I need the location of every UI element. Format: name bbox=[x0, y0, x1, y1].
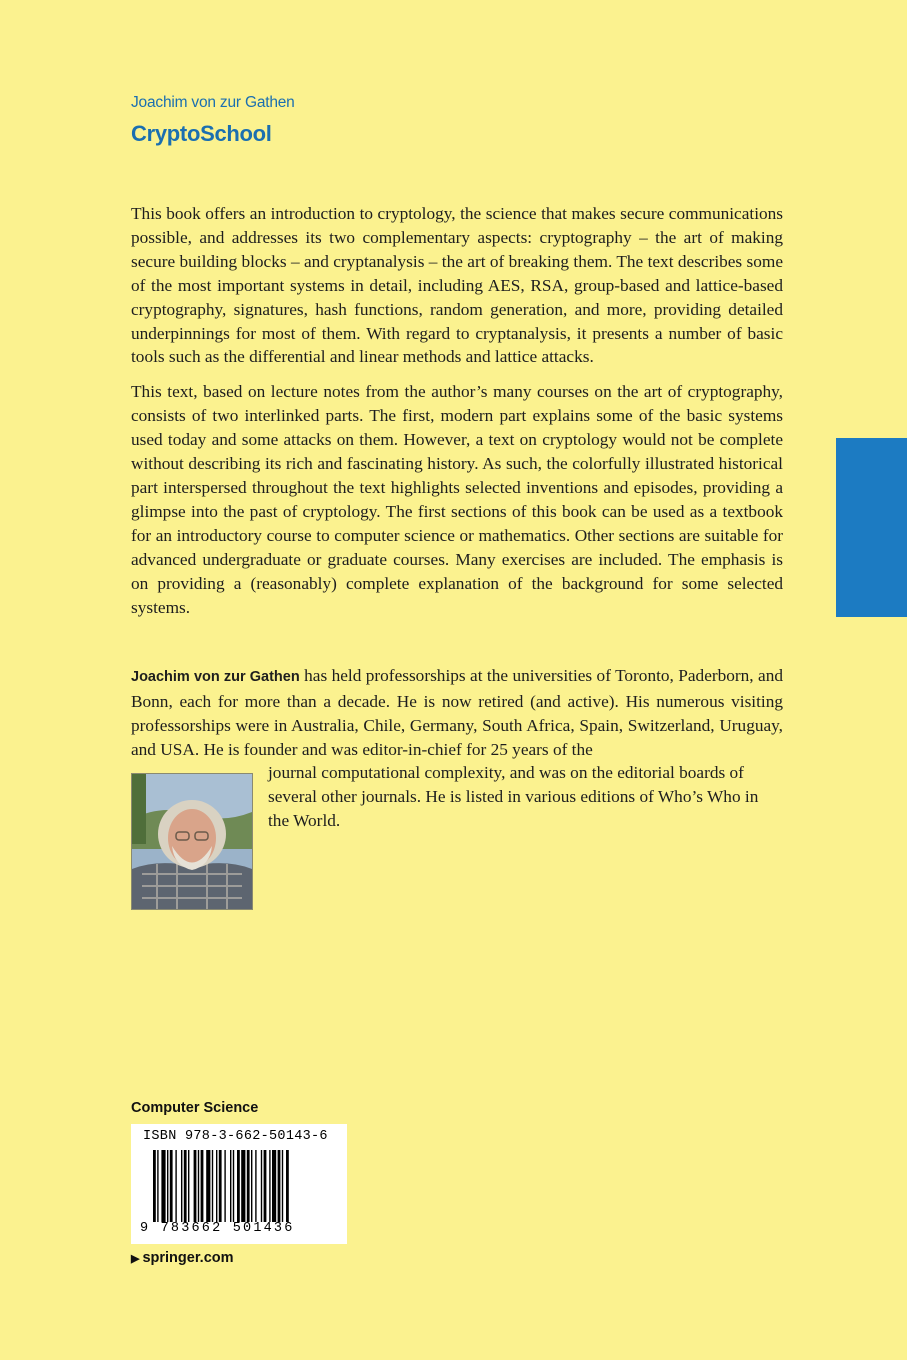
barcode-bar bbox=[278, 1150, 281, 1222]
publisher-website[interactable] bbox=[131, 1250, 234, 1266]
barcode-bar bbox=[198, 1150, 199, 1222]
description-paragraph-1: This book offers an introduction to cryptology, the science that makes secure communications possible, and addresses its two complementary aspects: cryptography – the art of making secure building blocks – and cryptanalysis – the art of breaking them. The text describes some of the most important systems in detail, including AES, RSA, group-based and lattice-based cryptography, signatures, hash functions, random generation, and more, providing detailed underpinnings for most of them. With regard to cryptanalysis, it presents a number of basic tools such as the differential and linear methods and lattice attacks. bbox=[131, 204, 783, 367]
bio-text-part2: journal computational complexity, and was on the editorial boards of several other journals. He is listed in various editions of Who’s Who in the World. bbox=[268, 763, 759, 830]
isbn-label: ISBN 978-3-662-50143-6 bbox=[143, 1129, 328, 1144]
barcode-bar bbox=[233, 1150, 234, 1222]
bio-text-part1: has held professorships at the universities of Toronto, Paderborn, and Bonn, each for more than a decade. He is now retired (and active). His numerous visiting professorships were in Australia, Chile, Germany, South Africa, Spain, Switzerland, Uruguay, and USA. He is founder and was editor-in-chief for 25 years of the bbox=[131, 666, 783, 759]
barcode-bar bbox=[188, 1150, 189, 1222]
barcode-bar bbox=[224, 1150, 225, 1222]
barcode-bar bbox=[157, 1150, 158, 1222]
author-bio bbox=[131, 664, 783, 762]
barcode-digits: 9 783662 501436 bbox=[140, 1221, 295, 1236]
barcode-bar bbox=[272, 1150, 276, 1222]
bio-author-name: Joachim von zur Gathen bbox=[131, 669, 300, 685]
triangle-right-icon: ▶ bbox=[131, 1253, 140, 1265]
barcode-bar bbox=[237, 1150, 240, 1222]
barcode-bar bbox=[194, 1150, 197, 1222]
barcode-bar bbox=[230, 1150, 231, 1222]
barcode-bar bbox=[282, 1150, 283, 1222]
barcode-bars bbox=[153, 1150, 329, 1222]
barcode-bar bbox=[286, 1150, 289, 1222]
book-title: CryptoSchool bbox=[131, 121, 272, 146]
website-label: springer.com bbox=[142, 1250, 234, 1266]
book-description bbox=[131, 202, 783, 630]
barcode-bar bbox=[170, 1150, 173, 1222]
barcode-bar bbox=[255, 1150, 256, 1222]
barcode-bar bbox=[212, 1150, 213, 1222]
barcode-bar bbox=[161, 1150, 165, 1222]
barcode-bar bbox=[261, 1150, 262, 1222]
barcode-bar bbox=[206, 1150, 210, 1222]
barcode-bar bbox=[219, 1150, 222, 1222]
author-portrait-icon bbox=[132, 774, 252, 909]
barcode-bar bbox=[264, 1150, 267, 1222]
barcode-bar bbox=[216, 1150, 217, 1222]
barcode-bar bbox=[269, 1150, 270, 1222]
isbn-barcode bbox=[131, 1124, 347, 1244]
spine-color-tab bbox=[836, 438, 907, 617]
barcode-bar bbox=[247, 1150, 250, 1222]
author-photo bbox=[131, 773, 253, 910]
subject-category: Computer Science bbox=[131, 1100, 259, 1116]
barcode-bar bbox=[181, 1150, 182, 1222]
barcode-bar bbox=[184, 1150, 187, 1222]
barcode-bar bbox=[251, 1150, 252, 1222]
barcode-bar bbox=[153, 1150, 156, 1222]
barcode-bar bbox=[175, 1150, 176, 1222]
author-name: Joachim von zur Gathen bbox=[131, 94, 295, 111]
barcode-bar bbox=[241, 1150, 245, 1222]
description-paragraph-2: This text, based on lecture notes from the author’s many courses on the art of cryptography, consists of two interlinked parts. The first, modern part explains some of the basic systems used today and some attacks on them. However, a text on cryptology would not be complete without describing its rich and fascinating history. As such, the colorfully illustrated historical part interspersed throughout the text highlights selected inventions and episodes, providing a glimpse into the past of cryptology. The first sections of this book can be used as a textbook for an introductory course to computer science or mathematics. Other sections are suitable for advanced undergraduate or graduate courses. Many exercises are included. The emphasis is on providing a (reasonably) complete explanation of the background for some selected systems. bbox=[131, 382, 783, 617]
barcode-bar bbox=[201, 1150, 204, 1222]
barcode-bar bbox=[167, 1150, 168, 1222]
